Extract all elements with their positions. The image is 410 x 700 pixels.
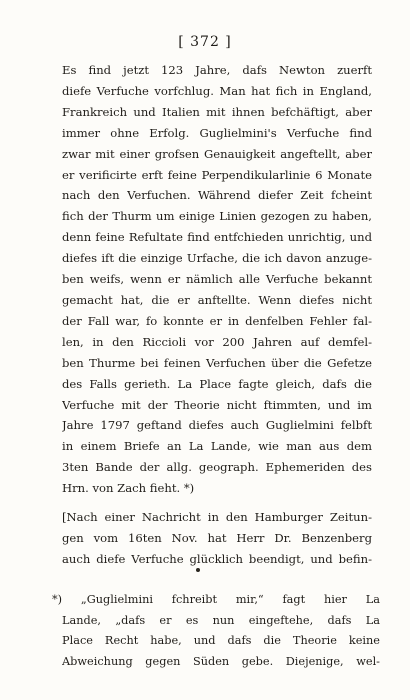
text-line: in einem Briefe an La Lande, wie man aus dem	[62, 439, 372, 454]
text-line: des Falls gerieth. La Place fagte gleich, dafs die	[62, 376, 372, 391]
text-line: Frankreich und Italien mit ihnen befchäftigt, aber	[62, 104, 372, 119]
text-line: diefes ift die einzige Urfache, die ich davon anzuge-	[62, 251, 372, 266]
text-line: zwar mit einer grofsen Genauigkeit angeftellt, aber	[62, 146, 372, 161]
footnote	[52, 590, 380, 672]
footnote-line: Lande, „dafs er es nun eingeftehe, dafs La	[62, 613, 380, 627]
text-line: der Fall war, fo konnte er in denfelben Fehler fal-	[62, 313, 372, 328]
text-line: denn feine Refultate find entfchieden unrichtig, und	[62, 230, 372, 245]
paragraph-1	[62, 60, 372, 499]
text-line: er verificirte erft feine Perpendikularlinie 6 Monate	[62, 167, 372, 182]
text-line: ben Thurme bei feinen Verfuchen über die Gefetze	[62, 355, 372, 370]
text-line: gen vom 16ten Nov. hat Herr Dr. Benzenberg	[62, 530, 372, 545]
text-line: len, in den Riccioli vor 200 Jahren auf demfel-	[62, 334, 372, 349]
separator-dot	[196, 568, 200, 572]
footnote-line: Place Recht habe, und dafs die Theorie keine	[62, 634, 380, 648]
text-line: diefe Verfuche vorfchlug. Man hat fich in England,	[62, 83, 372, 98]
text-line: auch diefe Verfuche glücklich beendigt, und befin-	[62, 551, 372, 566]
paragraph-gap	[62, 499, 372, 507]
text-line: immer ohne Erfolg. Guglielmini's Verfuche find	[62, 125, 372, 140]
paragraph-2	[62, 507, 372, 570]
text-line: Es find jetzt 123 Jahre, dafs Newton zuerft	[62, 63, 372, 77]
text-line: [Nach einer Nachricht in den Hamburger Zeitun-	[62, 510, 372, 525]
text-line: fich der Thurm um einige Linien gezogen zu haben,	[62, 209, 372, 224]
text-line: 3ten Bande der allg. geograph. Ephemeriden des	[62, 460, 372, 475]
page-number: [ 372 ]	[178, 34, 232, 50]
text-line: Verfuche mit der Theorie nicht ftimmten, und im	[62, 397, 372, 412]
main-text	[62, 60, 372, 570]
text-line: Jahre 1797 geftand diefes auch Guglielmini felbft	[62, 418, 372, 433]
text-line: gemacht hat, die er anftellte. Wenn diefes nicht	[62, 292, 372, 307]
text-line: Hrn. von Zach fieht. *)	[62, 481, 195, 496]
footnote-line: Abweichung gegen Süden gebe. Diejenige, wel-	[62, 654, 380, 668]
text-line: ben weifs, wenn er nämlich alle Verfuche bekannt	[62, 272, 372, 287]
text-line: nach den Verfuchen. Während diefer Zeit fcheint	[62, 188, 372, 203]
footnote-line: *) „Guglielmini fchreibt mir,“ fagt hier La	[52, 593, 380, 606]
